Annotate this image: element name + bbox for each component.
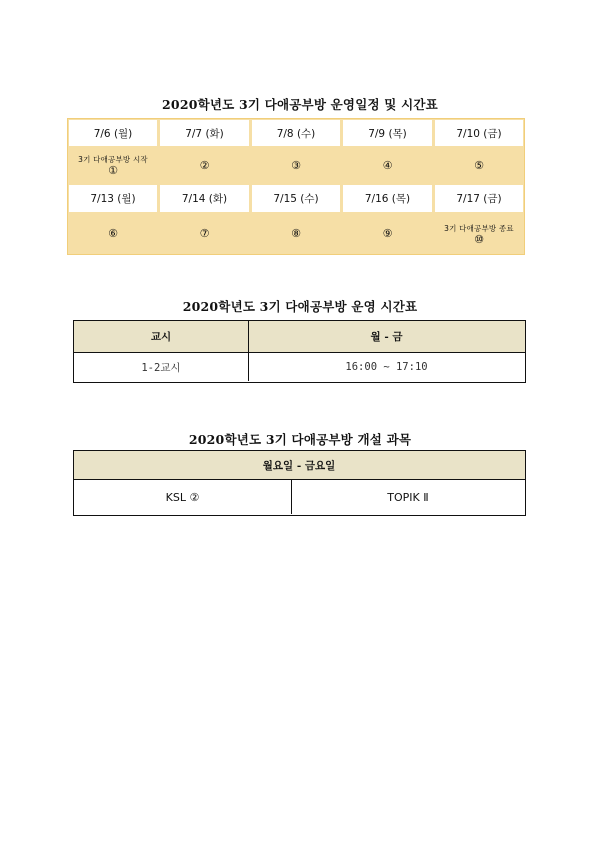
schedule-title: 2020학년도 3기 다애공부방 운영일정 및 시간표 <box>162 97 438 112</box>
table-row <box>74 480 525 514</box>
schedule-day: 7/7 (화) <box>160 120 249 146</box>
table-row <box>74 353 525 381</box>
schedule-cell <box>435 214 523 254</box>
session-number: ③ <box>291 158 301 172</box>
schedule-day: 7/6 (월) <box>69 120 157 146</box>
schedule-cell <box>160 148 249 183</box>
days-header: 월 - 금 <box>370 331 403 343</box>
subjects-title: 2020학년도 3기 다애공부방 개설 과목 <box>188 432 412 447</box>
schedule-cell <box>343 214 432 254</box>
schedule-day: 7/15 (수) <box>252 185 340 212</box>
schedule-day: 7/14 (화) <box>160 185 249 212</box>
session-number: ⑩ <box>474 232 484 246</box>
schedule-cell <box>435 148 523 183</box>
session-number: ① <box>108 164 118 177</box>
session-number: ⑦ <box>199 227 210 240</box>
schedule-cell <box>252 214 340 254</box>
timetable-table <box>73 320 526 383</box>
timetable-header-row <box>74 321 525 353</box>
period-header: 교시 <box>74 321 249 352</box>
schedule-cell <box>343 148 432 183</box>
subjects-header: 월요일 - 금요일 <box>262 459 336 472</box>
schedule-cell <box>69 214 157 254</box>
timetable-title: 2020학년도 3기 다애공부방 운영 시간표 <box>182 299 418 314</box>
session-number: ④ <box>382 158 393 172</box>
subject-cell: TOPIK Ⅱ <box>387 490 429 504</box>
session-number: ⑧ <box>291 227 301 240</box>
schedule-day: 7/16 (목) <box>343 185 432 212</box>
period-cell: 1-2교시 <box>74 353 249 381</box>
schedule-cell <box>160 214 249 254</box>
schedule-day: 7/10 (금) <box>435 120 523 146</box>
schedule-table <box>67 118 525 255</box>
session-number: ⑥ <box>108 227 118 240</box>
session-number: ② <box>199 158 210 172</box>
subjects-table <box>73 450 526 516</box>
session-number: ⑤ <box>474 158 484 172</box>
schedule-note: 3기 다애공부방 종료 <box>444 223 514 233</box>
time-cell: 16:00 ~ 17:10 <box>345 361 428 373</box>
schedule-day: 7/8 (수) <box>252 120 340 146</box>
schedule-note: 3기 다애공부방 시작 <box>78 155 148 164</box>
subject-cell: KSL ② <box>74 480 292 514</box>
schedule-day: 7/9 (목) <box>343 120 432 146</box>
subjects-header-row <box>74 451 525 480</box>
session-number: ⑨ <box>382 227 393 240</box>
schedule-day: 7/13 (월) <box>69 185 157 212</box>
schedule-cell <box>69 148 157 183</box>
schedule-day: 7/17 (금) <box>435 185 523 212</box>
schedule-cell <box>252 148 340 183</box>
